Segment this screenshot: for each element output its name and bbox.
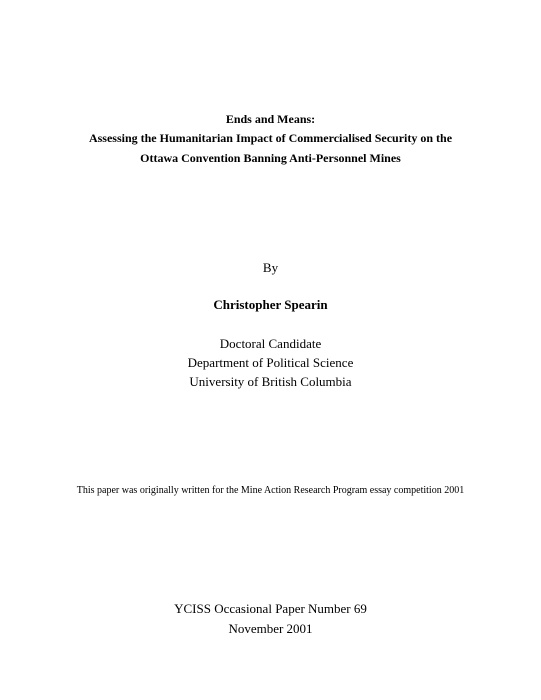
author-university: University of British Columbia <box>189 374 352 389</box>
author-name: Christopher Spearin <box>213 297 328 312</box>
publication-date: November 2001 <box>228 621 313 636</box>
author-department: Department of Political Science <box>187 355 354 370</box>
byline-by: By <box>262 260 279 275</box>
paper-subtitle-line-1: Assessing the Humanitarian Impact of Commercialised Security on the <box>88 131 453 145</box>
competition-note: This paper was originally written for the Mine Action Research Program essay competition 2001 <box>76 485 465 496</box>
author-position: Doctoral Candidate <box>219 336 322 351</box>
paper-subtitle-line-2: Ottawa Convention Banning Anti-Personnel Mines <box>140 151 401 165</box>
paper-title: Ends and Means: <box>225 112 316 126</box>
series-paper-number: YCISS Occasional Paper Number 69 <box>174 601 367 616</box>
